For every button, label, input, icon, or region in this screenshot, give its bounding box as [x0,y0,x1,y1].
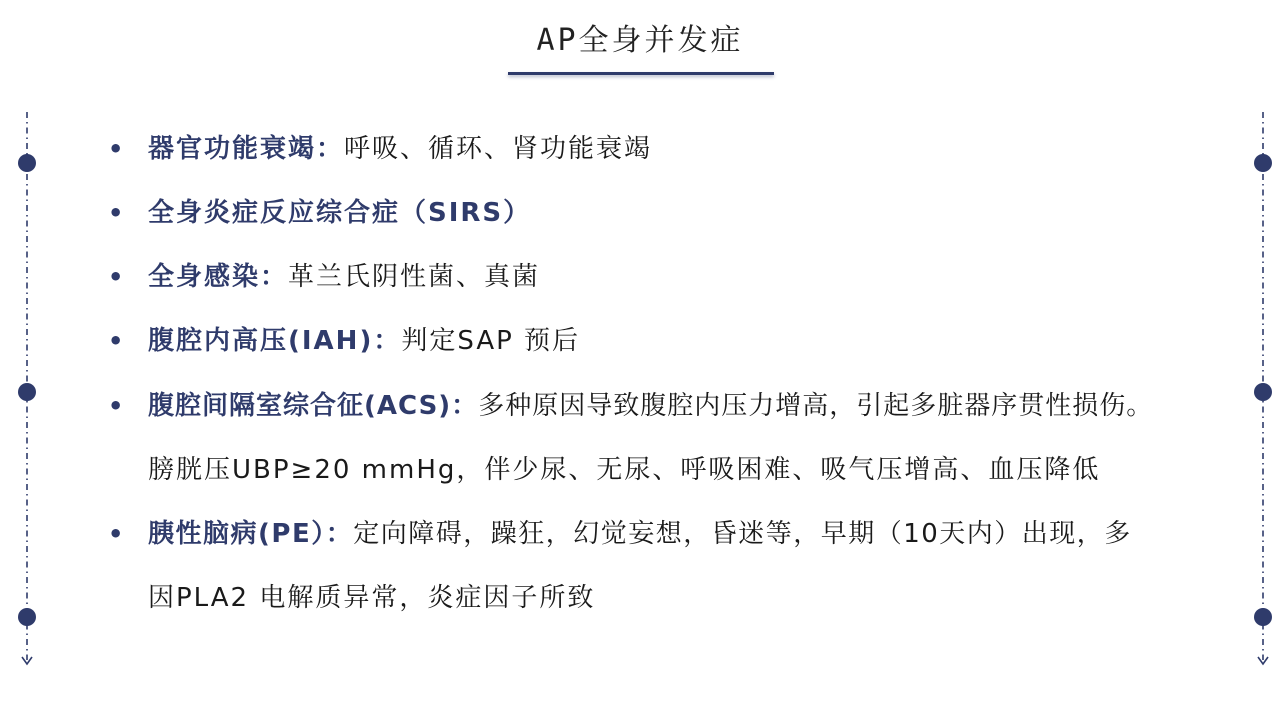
list-item [108,131,652,167]
deco-dot [18,154,36,172]
list-item [108,388,1153,424]
bullet-term: 胰性脑病(PE）： [148,519,354,549]
bullet-text: 定向障碍，躁狂，幻觉妄想，昏迷等，早期（10天内）出现，多 [353,519,1132,549]
bullet-dot: • [108,135,126,163]
bullet-dot: • [108,327,126,355]
slide-title: AP全身并发症 [536,23,744,58]
bullet-dot: • [108,392,125,420]
bullet-dot: • [108,199,126,227]
left-decoration [15,112,39,668]
bullet-term: 腹腔内高压(IAH)： [148,326,402,356]
deco-dot [18,383,36,401]
bullet-continuation: 膀胱压UBP≥20 mmHg，伴少尿、无尿、呼吸困难、吸气压增高、血压降低 [148,455,1101,485]
list-item [108,259,540,295]
bullet-dot: • [108,520,125,548]
bullet-continuation: 因PLA2 电解质异常，炎症因子所致 [148,583,596,613]
bullet-text: 革兰氏阴性菌、真菌 [288,262,541,292]
bullet-text: 多种原因导致腹腔内压力增高，引起多脏器序贯性损伤。 [478,391,1154,421]
bullet-term: 全身感染： [148,262,289,292]
list-item-continuation [108,580,595,616]
bullet-list [108,0,1268,720]
bullet-dot: • [108,263,126,291]
bullet-text: 判定SAP 预后 [401,326,581,356]
list-item-continuation [108,452,1100,488]
bullet-term: 全身炎症反应综合症（SIRS） [148,198,532,228]
list-item [108,516,1132,552]
bullet-text: 呼吸、循环、肾功能衰竭 [344,134,653,164]
list-item [108,323,580,359]
list-item [108,195,531,231]
deco-dot [18,608,36,626]
bullet-term: 器官功能衰竭： [148,134,345,164]
bullet-term: 腹腔间隔室综合征(ACS)： [148,391,479,421]
